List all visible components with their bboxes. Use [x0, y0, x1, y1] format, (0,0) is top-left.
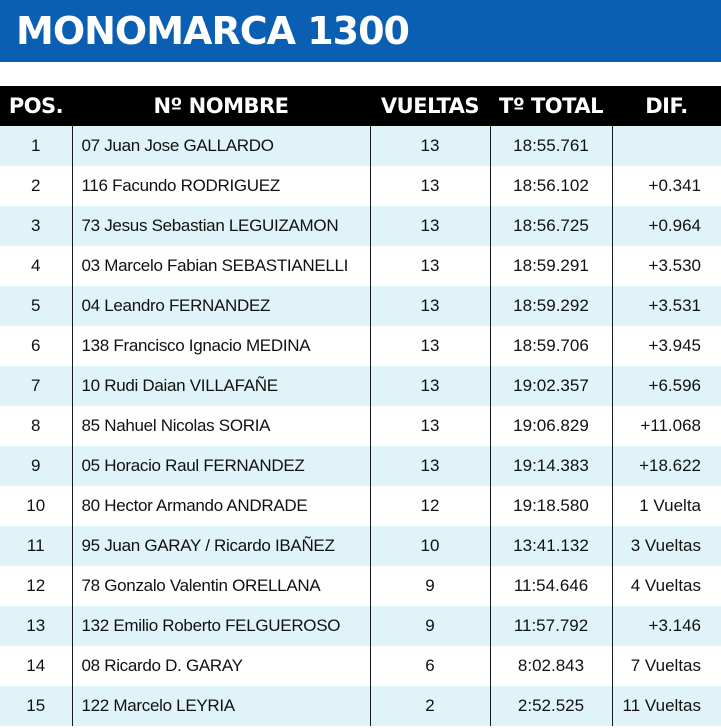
cell-pos: 11	[26, 536, 45, 555]
cell-nombre: 85 Nahuel Nicolas SORIA	[72, 406, 370, 446]
cell-dif: +3.146	[612, 606, 721, 646]
cell-vueltas: 12	[370, 486, 490, 526]
cell-nombre: 95 Juan GARAY / Ricardo IBAÑEZ	[72, 526, 370, 566]
table-row	[0, 366, 721, 406]
cell-total: 2:52.525	[490, 686, 612, 726]
cell-pos: 1	[31, 136, 41, 155]
cell-vueltas: 2	[370, 686, 490, 726]
cell-vueltas: 13	[370, 206, 490, 246]
cell-nombre: 07 Juan Jose GALLARDO	[72, 126, 370, 166]
header-row	[0, 86, 721, 126]
cell-pos: 2	[31, 176, 41, 195]
header-dif: DIF.	[645, 94, 688, 118]
table-row	[0, 486, 721, 526]
table-row	[0, 686, 721, 726]
header-total: Tº TOTAL	[499, 94, 603, 118]
cell-nombre: 80 Hector Armando ANDRADE	[72, 486, 370, 526]
cell-pos: 4	[31, 256, 41, 275]
cell-nombre: 04 Leandro FERNANDEZ	[72, 286, 370, 326]
cell-pos: 7	[31, 376, 41, 395]
cell-nombre: 73 Jesus Sebastian LEGUIZAMON	[72, 206, 370, 246]
table-row	[0, 326, 721, 366]
cell-vueltas: 13	[370, 366, 490, 406]
cell-pos: 13	[26, 616, 46, 635]
table-row	[0, 446, 721, 486]
cell-vueltas: 10	[370, 526, 490, 566]
cell-total: 19:18.580	[490, 486, 612, 526]
table-row	[0, 646, 721, 686]
cell-dif: 4 Vueltas	[612, 566, 721, 606]
table-row	[0, 166, 721, 206]
cell-pos: 14	[26, 656, 46, 675]
table-row	[0, 526, 721, 566]
cell-total: 19:14.383	[490, 446, 612, 486]
cell-dif: +3.945	[612, 326, 721, 366]
cell-dif: 11 Vueltas	[612, 686, 721, 726]
cell-pos: 6	[31, 336, 41, 355]
cell-total: 11:54.646	[490, 566, 612, 606]
cell-pos: 12	[26, 576, 46, 595]
cell-pos: 15	[26, 696, 46, 715]
cell-nombre: 138 Francisco Ignacio MEDINA	[72, 326, 370, 366]
cell-vueltas: 13	[370, 406, 490, 446]
header-nombre: Nº NOMBRE	[153, 94, 289, 118]
cell-vueltas: 13	[370, 166, 490, 206]
cell-vueltas: 13	[370, 446, 490, 486]
cell-pos: 9	[31, 456, 41, 475]
cell-dif: 3 Vueltas	[612, 526, 721, 566]
cell-vueltas: 6	[370, 646, 490, 686]
cell-total: 18:56.725	[490, 206, 612, 246]
cell-total: 18:59.706	[490, 326, 612, 366]
cell-total: 13:41.132	[490, 526, 612, 566]
cell-vueltas: 13	[370, 286, 490, 326]
cell-nombre: 05 Horacio Raul FERNANDEZ	[72, 446, 370, 486]
cell-nombre: 116 Facundo RODRIGUEZ	[72, 166, 370, 206]
cell-total: 19:06.829	[490, 406, 612, 446]
cell-total: 8:02.843	[490, 646, 612, 686]
title-banner	[0, 0, 721, 62]
cell-total: 18:59.291	[490, 246, 612, 286]
cell-dif: +3.531	[612, 286, 721, 326]
header-vueltas: VUELTAS	[380, 94, 480, 118]
table-row	[0, 286, 721, 326]
cell-pos: 3	[31, 216, 41, 235]
table-row	[0, 606, 721, 646]
cell-nombre: 03 Marcelo Fabian SEBASTIANELLI	[72, 246, 370, 286]
cell-pos: 8	[31, 416, 41, 435]
table-row	[0, 206, 721, 246]
table-row	[0, 406, 721, 446]
cell-dif	[612, 126, 721, 166]
cell-vueltas: 9	[370, 606, 490, 646]
cell-vueltas: 13	[370, 246, 490, 286]
cell-total: 18:55.761	[490, 126, 612, 166]
cell-total: 18:59.292	[490, 286, 612, 326]
header-pos: POS.	[8, 94, 64, 118]
cell-vueltas: 13	[370, 326, 490, 366]
cell-total: 18:56.102	[490, 166, 612, 206]
cell-dif: +0.964	[612, 206, 721, 246]
results-table	[0, 86, 721, 726]
cell-pos: 10	[26, 496, 46, 515]
cell-total: 11:57.792	[490, 606, 612, 646]
table-row	[0, 566, 721, 606]
cell-vueltas: 13	[370, 126, 490, 166]
cell-nombre: 08 Ricardo D. GARAY	[72, 646, 370, 686]
cell-nombre: 78 Gonzalo Valentin ORELLANA	[72, 566, 370, 606]
cell-pos: 5	[31, 296, 41, 315]
cell-dif: +6.596	[612, 366, 721, 406]
page-title: MONOMARCA 1300	[16, 9, 409, 53]
table-row	[0, 246, 721, 286]
cell-dif: +3.530	[612, 246, 721, 286]
cell-dif: +0.341	[612, 166, 721, 206]
cell-total: 19:02.357	[490, 366, 612, 406]
cell-dif: 1 Vuelta	[612, 486, 721, 526]
cell-nombre: 122 Marcelo LEYRIA	[72, 686, 370, 726]
table-row	[0, 126, 721, 166]
cell-nombre: 10 Rudi Daian VILLAFAÑE	[72, 366, 370, 406]
cell-nombre: 132 Emilio Roberto FELGUEROSO	[72, 606, 370, 646]
cell-dif: +18.622	[612, 446, 721, 486]
cell-dif: 7 Vueltas	[612, 646, 721, 686]
cell-vueltas: 9	[370, 566, 490, 606]
cell-dif: +11.068	[612, 406, 721, 446]
